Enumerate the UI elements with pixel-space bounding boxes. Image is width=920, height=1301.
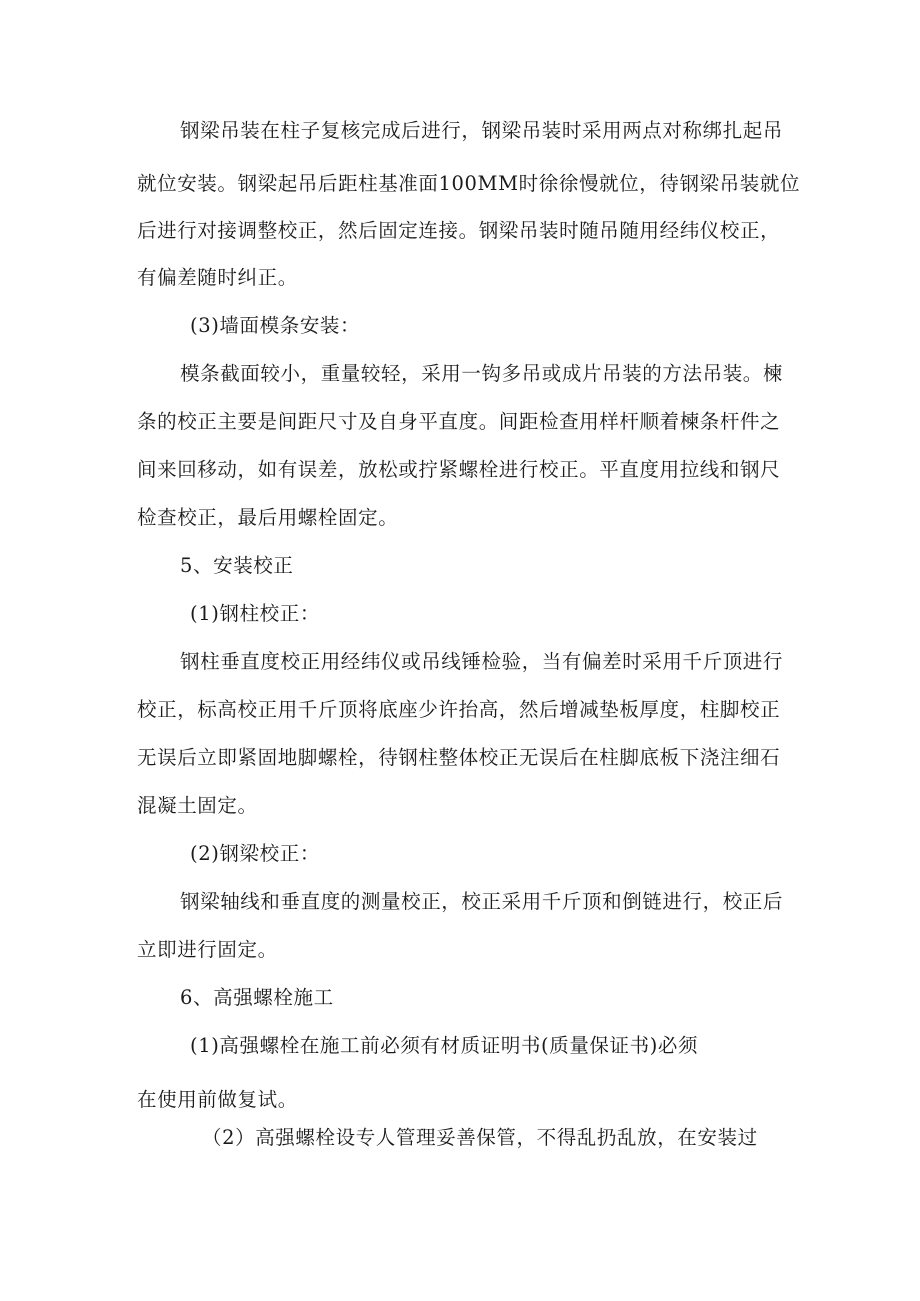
paragraph-line: 在使用前做复试。 xyxy=(137,1088,298,1111)
paragraph-line: 检查校正，最后用螺栓固定。 xyxy=(137,506,399,529)
paragraph-line: 混凝土固定。 xyxy=(137,794,258,817)
paragraph-line: 钢梁吊装在柱子复核完成后进行，钢梁吊装时采用两点对称绑扎起吊 xyxy=(180,119,784,142)
paragraph-line: 就位安装。钢梁起吊后距柱基准面100MM时徐徐慢就位，待钢梁吊装就位 xyxy=(137,172,801,195)
paragraph-line: 立即进行固定。 xyxy=(137,938,278,961)
section-heading: 6、高强螺栓施工 xyxy=(180,986,334,1009)
paragraph-line: (1)高强螺栓在施工前必须有材质证明书(质量保证书)必须 xyxy=(190,1034,699,1057)
paragraph-line: 无误后立即紧固地脚螺栓，待钢柱整体校正无误后在柱脚底板下浇注细石 xyxy=(137,746,781,769)
paragraph-line: 间来回移动，如有误差，放松或拧紧螺栓进行校正。平直度用拉线和钢尺 xyxy=(137,458,781,481)
paragraph-line: 有偏差随时纠正。 xyxy=(137,266,298,289)
paragraph-line: （2）高强螺栓设专人管理妥善保管，不得乱扔乱放，在安装过 xyxy=(202,1126,758,1149)
paragraph-line: 钢梁轴线和垂直度的测量校正，校正采用千斤顶和倒链进行，校正后 xyxy=(180,890,784,913)
paragraph-line: 条的校正主要是间距尺寸及自身平直度。间距检查用样杆顺着楝条杆件之 xyxy=(137,410,781,433)
subheading: (2)钢梁校正： xyxy=(190,842,320,865)
paragraph-line: 模条截面较小，重量较轻，采用一钩多吊或成片吊装的方法吊装。楝 xyxy=(180,362,784,385)
subheading: (1)钢柱校正： xyxy=(190,602,320,625)
paragraph-line: 钢柱垂直度校正用经纬仪或吊线锤检验，当有偏差时采用千斤顶进行 xyxy=(180,650,784,673)
section-heading: 5、安装校正 xyxy=(180,554,294,577)
subheading: (3)墙面模条安装： xyxy=(190,314,361,337)
paragraph-line: 后进行对接调整校正，然后固定连接。钢梁吊装时随吊随用经纬仪校正， xyxy=(137,219,781,242)
paragraph-line: 校正，标高校正用千斤顶将底座少许抬高，然后增减垫板厚度，柱脚校正 xyxy=(137,698,781,721)
